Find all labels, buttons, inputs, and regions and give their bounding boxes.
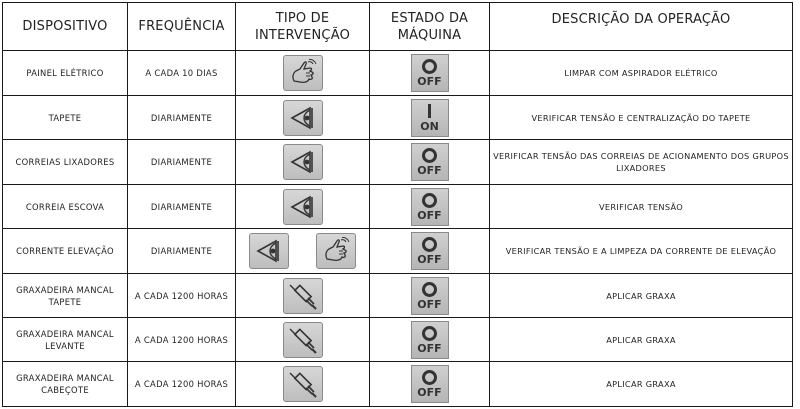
state-label: OFF — [417, 208, 442, 222]
frequency-cell: A CADA 1200 HORAS — [128, 362, 236, 407]
device-cell: TAPETE — [3, 96, 128, 140]
device-cell: GRAXADEIRA MANCAL CABEÇOTE — [3, 362, 128, 407]
machine-state-cell — [370, 229, 490, 274]
eye-icon — [249, 233, 289, 269]
intervention-cell — [236, 229, 370, 274]
frequency-cell: A CADA 10 DIAS — [128, 51, 236, 96]
state-label: OFF — [417, 164, 442, 177]
eye-icon — [283, 189, 323, 225]
device-cell: PAINEL ELÉTRICO — [3, 51, 128, 96]
intervention-cell — [236, 140, 370, 185]
power-off-icon — [411, 277, 449, 315]
header-row — [3, 3, 793, 51]
machine-state-cell — [370, 362, 490, 407]
table-row — [3, 362, 793, 407]
frequency-cell: A CADA 1200 HORAS — [128, 274, 236, 318]
device-cell: GRAXADEIRA MANCAL LEVANTE — [3, 318, 128, 362]
frequency-cell: DIARIAMENTE — [128, 140, 236, 185]
machine-state-cell — [370, 274, 490, 318]
description-cell: LIMPAR COM ASPIRADOR ELÉTRICO — [490, 51, 793, 96]
state-label: OFF — [417, 253, 442, 266]
state-label: OFF — [417, 386, 442, 399]
description-cell: VERIFICAR TENSÃO E CENTRALIZAÇÃO DO TAPETE — [490, 96, 793, 140]
on-symbol — [428, 104, 431, 118]
header-machine-state: ESTADO DA MÁQUINA — [370, 3, 490, 51]
power-off-icon — [411, 188, 449, 226]
eye-icon — [283, 100, 323, 136]
device-cell: CORRENTE ELEVAÇÃO — [3, 229, 128, 274]
grease-gun-icon — [283, 278, 323, 314]
table-row — [3, 51, 793, 96]
header-device: DISPOSITIVO — [3, 3, 128, 51]
off-symbol — [422, 148, 437, 163]
maintenance-table — [2, 2, 793, 407]
intervention-cell — [236, 51, 370, 96]
grease-gun-icon — [283, 322, 323, 358]
description-cell: VERIFICAR TENSÃO — [490, 185, 793, 229]
device-cell: CORREIA ESCOVA — [3, 185, 128, 229]
table-row — [3, 229, 793, 274]
touch-icon — [283, 55, 323, 91]
off-symbol — [422, 370, 437, 385]
power-off-icon — [411, 232, 449, 270]
off-symbol — [422, 282, 437, 297]
off-symbol — [422, 193, 437, 208]
header-frequency: FREQUÊNCIA — [128, 3, 236, 51]
touch-icon — [316, 233, 356, 269]
state-label: OFF — [417, 297, 442, 311]
frequency-cell: DIARIAMENTE — [128, 96, 236, 140]
machine-state-cell — [370, 51, 490, 96]
state-label: OFF — [417, 75, 442, 88]
off-symbol — [422, 237, 437, 252]
table-row — [3, 318, 793, 362]
description-cell: APLICAR GRAXA — [490, 274, 793, 318]
description-cell: APLICAR GRAXA — [490, 362, 793, 407]
intervention-cell — [236, 96, 370, 140]
intervention-cell — [236, 362, 370, 407]
description-cell: VERIFICAR TENSÃO E A LIMPEZA DA CORRENTE DE ELEVAÇÃO — [490, 229, 793, 274]
power-on-icon — [411, 99, 449, 137]
description-cell: VERIFICAR TENSÃO DAS CORREIAS DE ACIONAMENTO DOS GRUPOS LIXADORES — [490, 140, 793, 185]
power-off-icon — [411, 54, 449, 92]
power-off-icon — [411, 321, 449, 359]
intervention-cell — [236, 274, 370, 318]
frequency-cell: DIARIAMENTE — [128, 185, 236, 229]
machine-state-cell — [370, 96, 490, 140]
off-symbol — [422, 326, 437, 341]
table-row — [3, 274, 793, 318]
power-off-icon — [411, 143, 449, 181]
device-cell: GRAXADEIRA MANCAL TAPETE — [3, 274, 128, 318]
device-cell: CORREIAS LIXADORES — [3, 140, 128, 185]
header-description: DESCRIÇÃO DA OPERAÇÃO — [490, 3, 793, 51]
machine-state-cell — [370, 318, 490, 362]
off-symbol — [422, 59, 437, 74]
header-intervention: TIPO DE INTERVENÇÃO — [236, 3, 370, 51]
description-cell: APLICAR GRAXA — [490, 318, 793, 362]
table-row — [3, 140, 793, 185]
power-off-icon — [411, 365, 449, 403]
intervention-cell — [236, 318, 370, 362]
table-row — [3, 96, 793, 140]
state-label: ON — [420, 119, 439, 133]
frequency-cell: DIARIAMENTE — [128, 229, 236, 274]
frequency-cell: A CADA 1200 HORAS — [128, 318, 236, 362]
machine-state-cell — [370, 185, 490, 229]
intervention-cell — [236, 185, 370, 229]
eye-icon — [283, 144, 323, 180]
machine-state-cell — [370, 140, 490, 185]
state-label: OFF — [417, 341, 442, 355]
grease-gun-icon — [283, 366, 323, 402]
table-row — [3, 185, 793, 229]
